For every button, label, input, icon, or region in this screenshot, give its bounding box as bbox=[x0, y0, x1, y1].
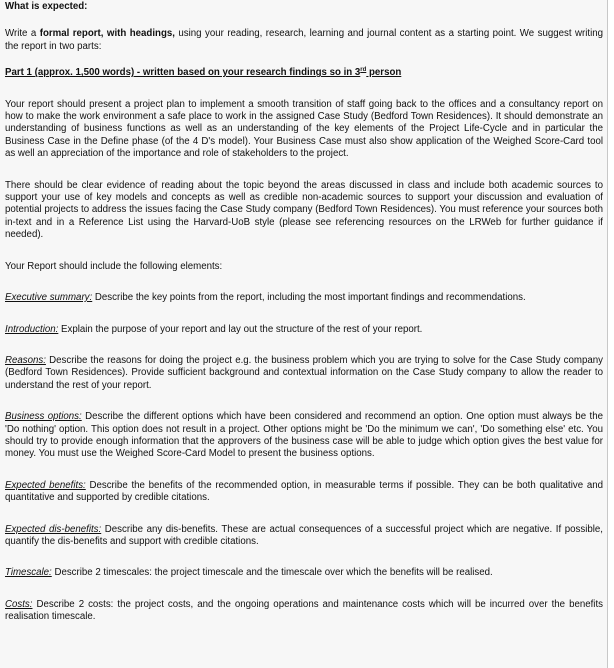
part1-sup: rd bbox=[360, 67, 367, 74]
element-desc: Describe 2 timescales: the project timescale and the timescale over which the benefits will be realised. bbox=[51, 567, 493, 579]
element-term: Reasons: bbox=[5, 354, 46, 366]
elements-intro: Your Report should include the following elements: bbox=[5, 260, 223, 272]
element-reasons bbox=[5, 355, 603, 392]
element-desc: Describe the different options which have been considered and recommend an option. One option must always be the 'Do nothing' option. This option does not result in a project. Other options might be 'Do the minimum we can', 'Do something else' etc. You should try to provide enough information that the approvers of the business case will be able to judge which option gives the best value for money. You must use the Weighed Score-Card Model to present the business options. bbox=[5, 411, 603, 460]
element-introduction bbox=[5, 324, 603, 336]
element-desc: Describe 2 costs: the project costs, and the ongoing operations and maintenance costs which will be incurred over the benefits realisation timescale. bbox=[5, 598, 603, 623]
element-desc: Describe the benefits of the recommended option, in measurable terms if possible. They can be both qualitative and quantitative and supported by credible citations. bbox=[5, 479, 603, 504]
element-term: Introduction: bbox=[5, 323, 59, 335]
part1-end: person bbox=[366, 67, 402, 79]
element-term: Expected benefits: bbox=[5, 479, 86, 491]
paragraph-project-plan: Your report should present a project plan to implement a smooth transition of staff going back to the offices and a consultancy report on how to make the work environment a safe place to work in the assigned Case Study (Bedford Town Residences). It should demonstrate an understanding of business functions as well as an understanding of the key elements of the Project Life-Cycle and in particular the Business Case in the Define phase (of the 4 D's model). Your Business Case must also show application of the Weighed Score-Card tool as well an appreciation of the importance and role of stakeholders to the project. bbox=[5, 98, 603, 160]
element-expected-benefits bbox=[5, 480, 603, 505]
element-term: Executive summary: bbox=[5, 292, 93, 304]
element-term: Expected dis-benefits: bbox=[5, 523, 102, 535]
part1-heading bbox=[5, 67, 603, 79]
element-desc: Describe any dis-benefits. These are actual consequences of a successful project which are negative. If possible, quantify the dis-benefits and support with credible citations. bbox=[5, 523, 603, 547]
element-business-options bbox=[5, 411, 603, 461]
element-term: Timescale: bbox=[5, 567, 52, 579]
intro-text-start: Write a bbox=[5, 28, 40, 40]
element-executive-summary bbox=[5, 292, 603, 304]
intro-paragraph bbox=[5, 28, 603, 53]
element-expected-dis-benefits bbox=[5, 524, 603, 549]
element-term: Costs: bbox=[5, 598, 33, 610]
part1-text: Part 1 (approx. 1,500 words) - written based on your research findings so in 3 bbox=[5, 67, 361, 79]
paragraph-reading-evidence: There should be clear evidence of reading about the topic beyond the areas discussed in class and include both academic sources to support your use of key models and concepts as well as credible non-academic sources to support your discussion and evaluation of potential projects to address the issues facing the Case Study company (Bedford Town Residences). You must reference your sources both in-text and in a Reference List using the Harvard-UoB style (please see referencing resources on the LRWeb for further guidance if needed). bbox=[5, 179, 603, 241]
section-heading: What is expected: bbox=[5, 1, 88, 12]
element-desc: Explain the purpose of your report and lay out the structure of the rest of your report. bbox=[58, 323, 423, 335]
element-timescale bbox=[5, 567, 603, 579]
intro-bold: formal report, with headings, bbox=[39, 28, 175, 40]
element-costs bbox=[5, 599, 603, 624]
intro-text-end: using your reading, research, learning and journal content as a starting point. We suggest writing the report in two parts: bbox=[5, 28, 603, 52]
element-desc: Describe the key points from the report, including the most important findings and recommendations. bbox=[92, 292, 526, 304]
element-term: Business options: bbox=[5, 411, 82, 423]
element-desc: Describe the reasons for doing the project e.g. the business problem which you are trying to solve for the Case Study company (Bedford Town Residences). Provide sufficient background and contextual information on the Case Study company to allow the reader to understand the rest of your report. bbox=[5, 354, 603, 391]
